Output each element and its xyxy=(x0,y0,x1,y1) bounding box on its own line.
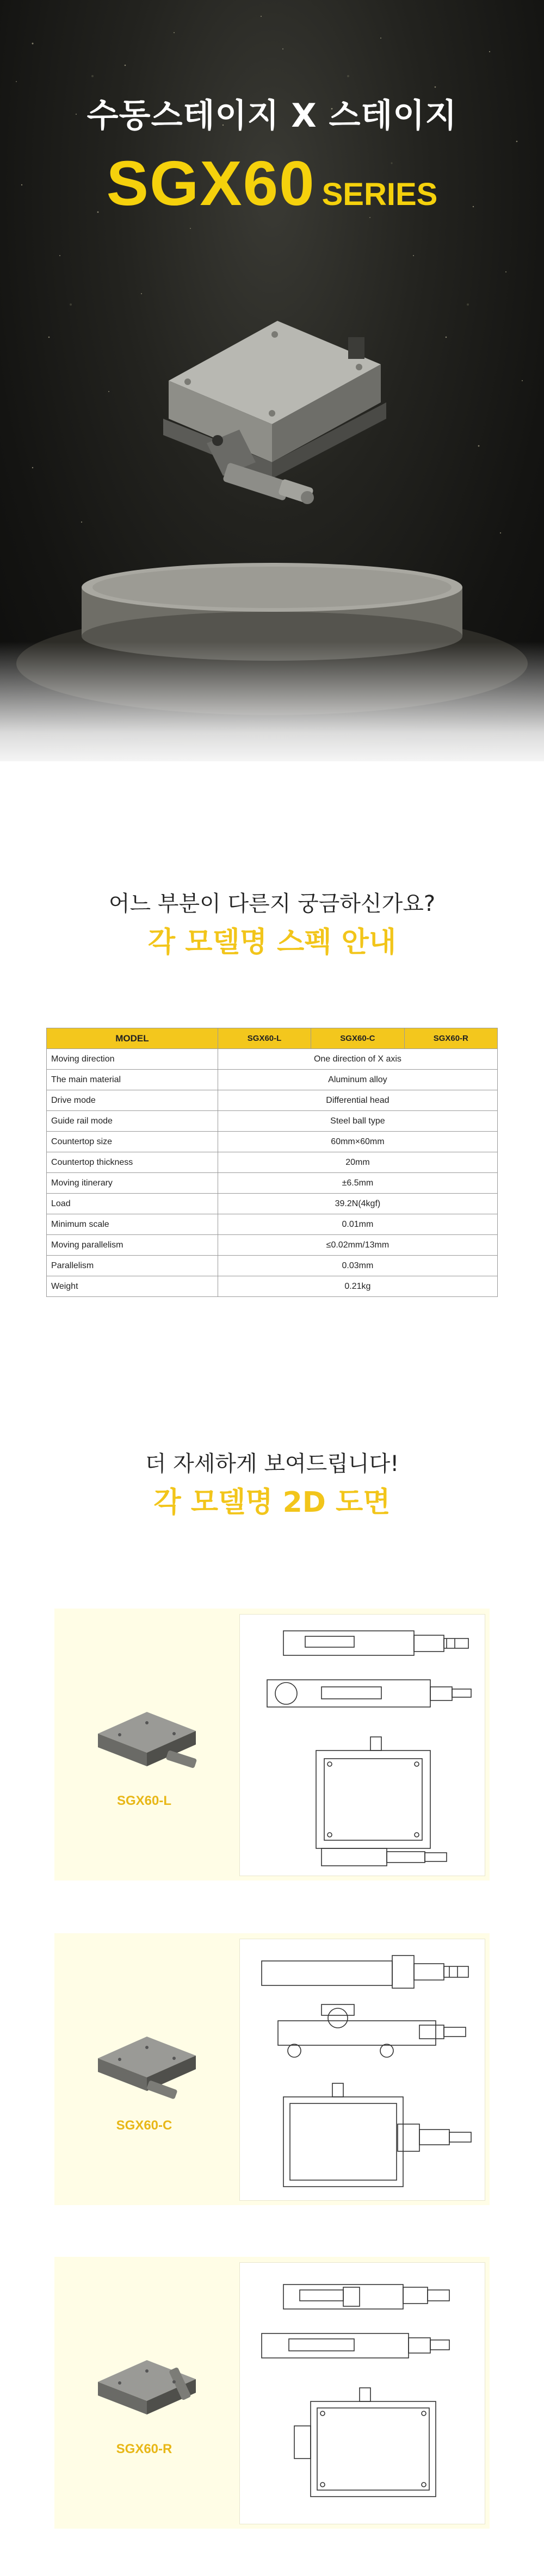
spec-value: Aluminum alloy xyxy=(218,1070,497,1090)
technical-drawing-r xyxy=(240,2263,485,2524)
spec-value: One direction of X axis xyxy=(218,1049,497,1070)
hero-title: 수동스테이지 X 스테이지 xyxy=(86,97,458,135)
specs-title: 각 모델명 스펙 안내 xyxy=(147,926,397,959)
spec-value: ≤0.02mm/13mm xyxy=(218,1235,497,1256)
spec-header-version: SGX60-C xyxy=(311,1028,404,1049)
spec-value: 39.2N(4kgf) xyxy=(218,1194,497,1214)
spec-value: 0.03mm xyxy=(218,1256,497,1276)
spec-header-model: MODEL xyxy=(47,1028,218,1049)
drawing-panel-c xyxy=(54,1933,490,2205)
spec-value: 20mm xyxy=(218,1152,497,1173)
spec-label: Guide rail mode xyxy=(47,1111,218,1132)
spec-label: Load xyxy=(47,1194,218,1214)
spec-row xyxy=(47,1235,498,1256)
drawing-panel-r xyxy=(54,2257,490,2529)
stage-product-render xyxy=(163,321,386,504)
panel-model-label: SGX60-C xyxy=(116,2118,172,2133)
hero-banner xyxy=(0,0,544,761)
spec-label: Drive mode xyxy=(47,1090,218,1111)
technical-drawing-card xyxy=(239,1939,485,2201)
spec-row xyxy=(47,1276,498,1297)
spec-label: Parallelism xyxy=(47,1256,218,1276)
technical-drawing-l xyxy=(240,1615,485,1876)
spec-header-row xyxy=(47,1028,498,1049)
spec-label: The main material xyxy=(47,1070,218,1090)
product-photo-r xyxy=(87,2349,207,2425)
spec-row xyxy=(47,1132,498,1152)
spec-header-version: SGX60-L xyxy=(218,1028,311,1049)
spec-value: Steel ball type xyxy=(218,1111,497,1132)
spec-label: Weight xyxy=(47,1276,218,1297)
spec-row xyxy=(47,1256,498,1276)
technical-drawing-card xyxy=(239,2262,485,2524)
product-photo-l xyxy=(87,1701,207,1777)
spec-label: Moving parallelism xyxy=(47,1235,218,1256)
spec-header-version: SGX60-R xyxy=(404,1028,497,1049)
spec-row xyxy=(47,1173,498,1194)
spec-row xyxy=(47,1070,498,1090)
spec-row xyxy=(47,1090,498,1111)
spec-label: Minimum scale xyxy=(47,1214,218,1235)
spec-label: Countertop thickness xyxy=(47,1152,218,1173)
spec-row xyxy=(47,1214,498,1235)
series-suffix-text: SERIES xyxy=(322,177,438,212)
drawings-title: 각 모델명 2D 도면 xyxy=(153,1486,391,1519)
series-heading xyxy=(0,147,544,220)
spec-row xyxy=(47,1111,498,1132)
spec-value: 60mm×60mm xyxy=(218,1132,497,1152)
technical-drawing-c xyxy=(240,1939,485,2200)
spec-label: Moving itinerary xyxy=(47,1173,218,1194)
spec-table xyxy=(46,1028,498,1297)
drawing-panel-l xyxy=(54,1609,490,1880)
spec-value: ±6.5mm xyxy=(218,1173,497,1194)
spec-value: 0.01mm xyxy=(218,1214,497,1235)
product-photo-c xyxy=(87,2026,207,2102)
spec-label: Countertop size xyxy=(47,1132,218,1152)
panel-model-label: SGX60-L xyxy=(116,1793,172,1808)
technical-drawing-card xyxy=(239,1614,485,1876)
spec-value: Differential head xyxy=(218,1090,497,1111)
hero-bottom-fade xyxy=(0,642,544,761)
spec-row xyxy=(47,1194,498,1214)
panel-model-label: SGX60-R xyxy=(116,2442,172,2456)
spec-row xyxy=(47,1152,498,1173)
specs-subtitle: 어느 부분이 다른지 궁금하신가요? xyxy=(108,891,436,916)
drawings-subtitle: 더 자세하게 보여드립니다! xyxy=(145,1451,399,1476)
spec-row xyxy=(47,1049,498,1070)
series-model-text: SGX60 xyxy=(106,148,316,219)
spec-label: Moving direction xyxy=(47,1049,218,1070)
spec-value: 0.21kg xyxy=(218,1276,497,1297)
